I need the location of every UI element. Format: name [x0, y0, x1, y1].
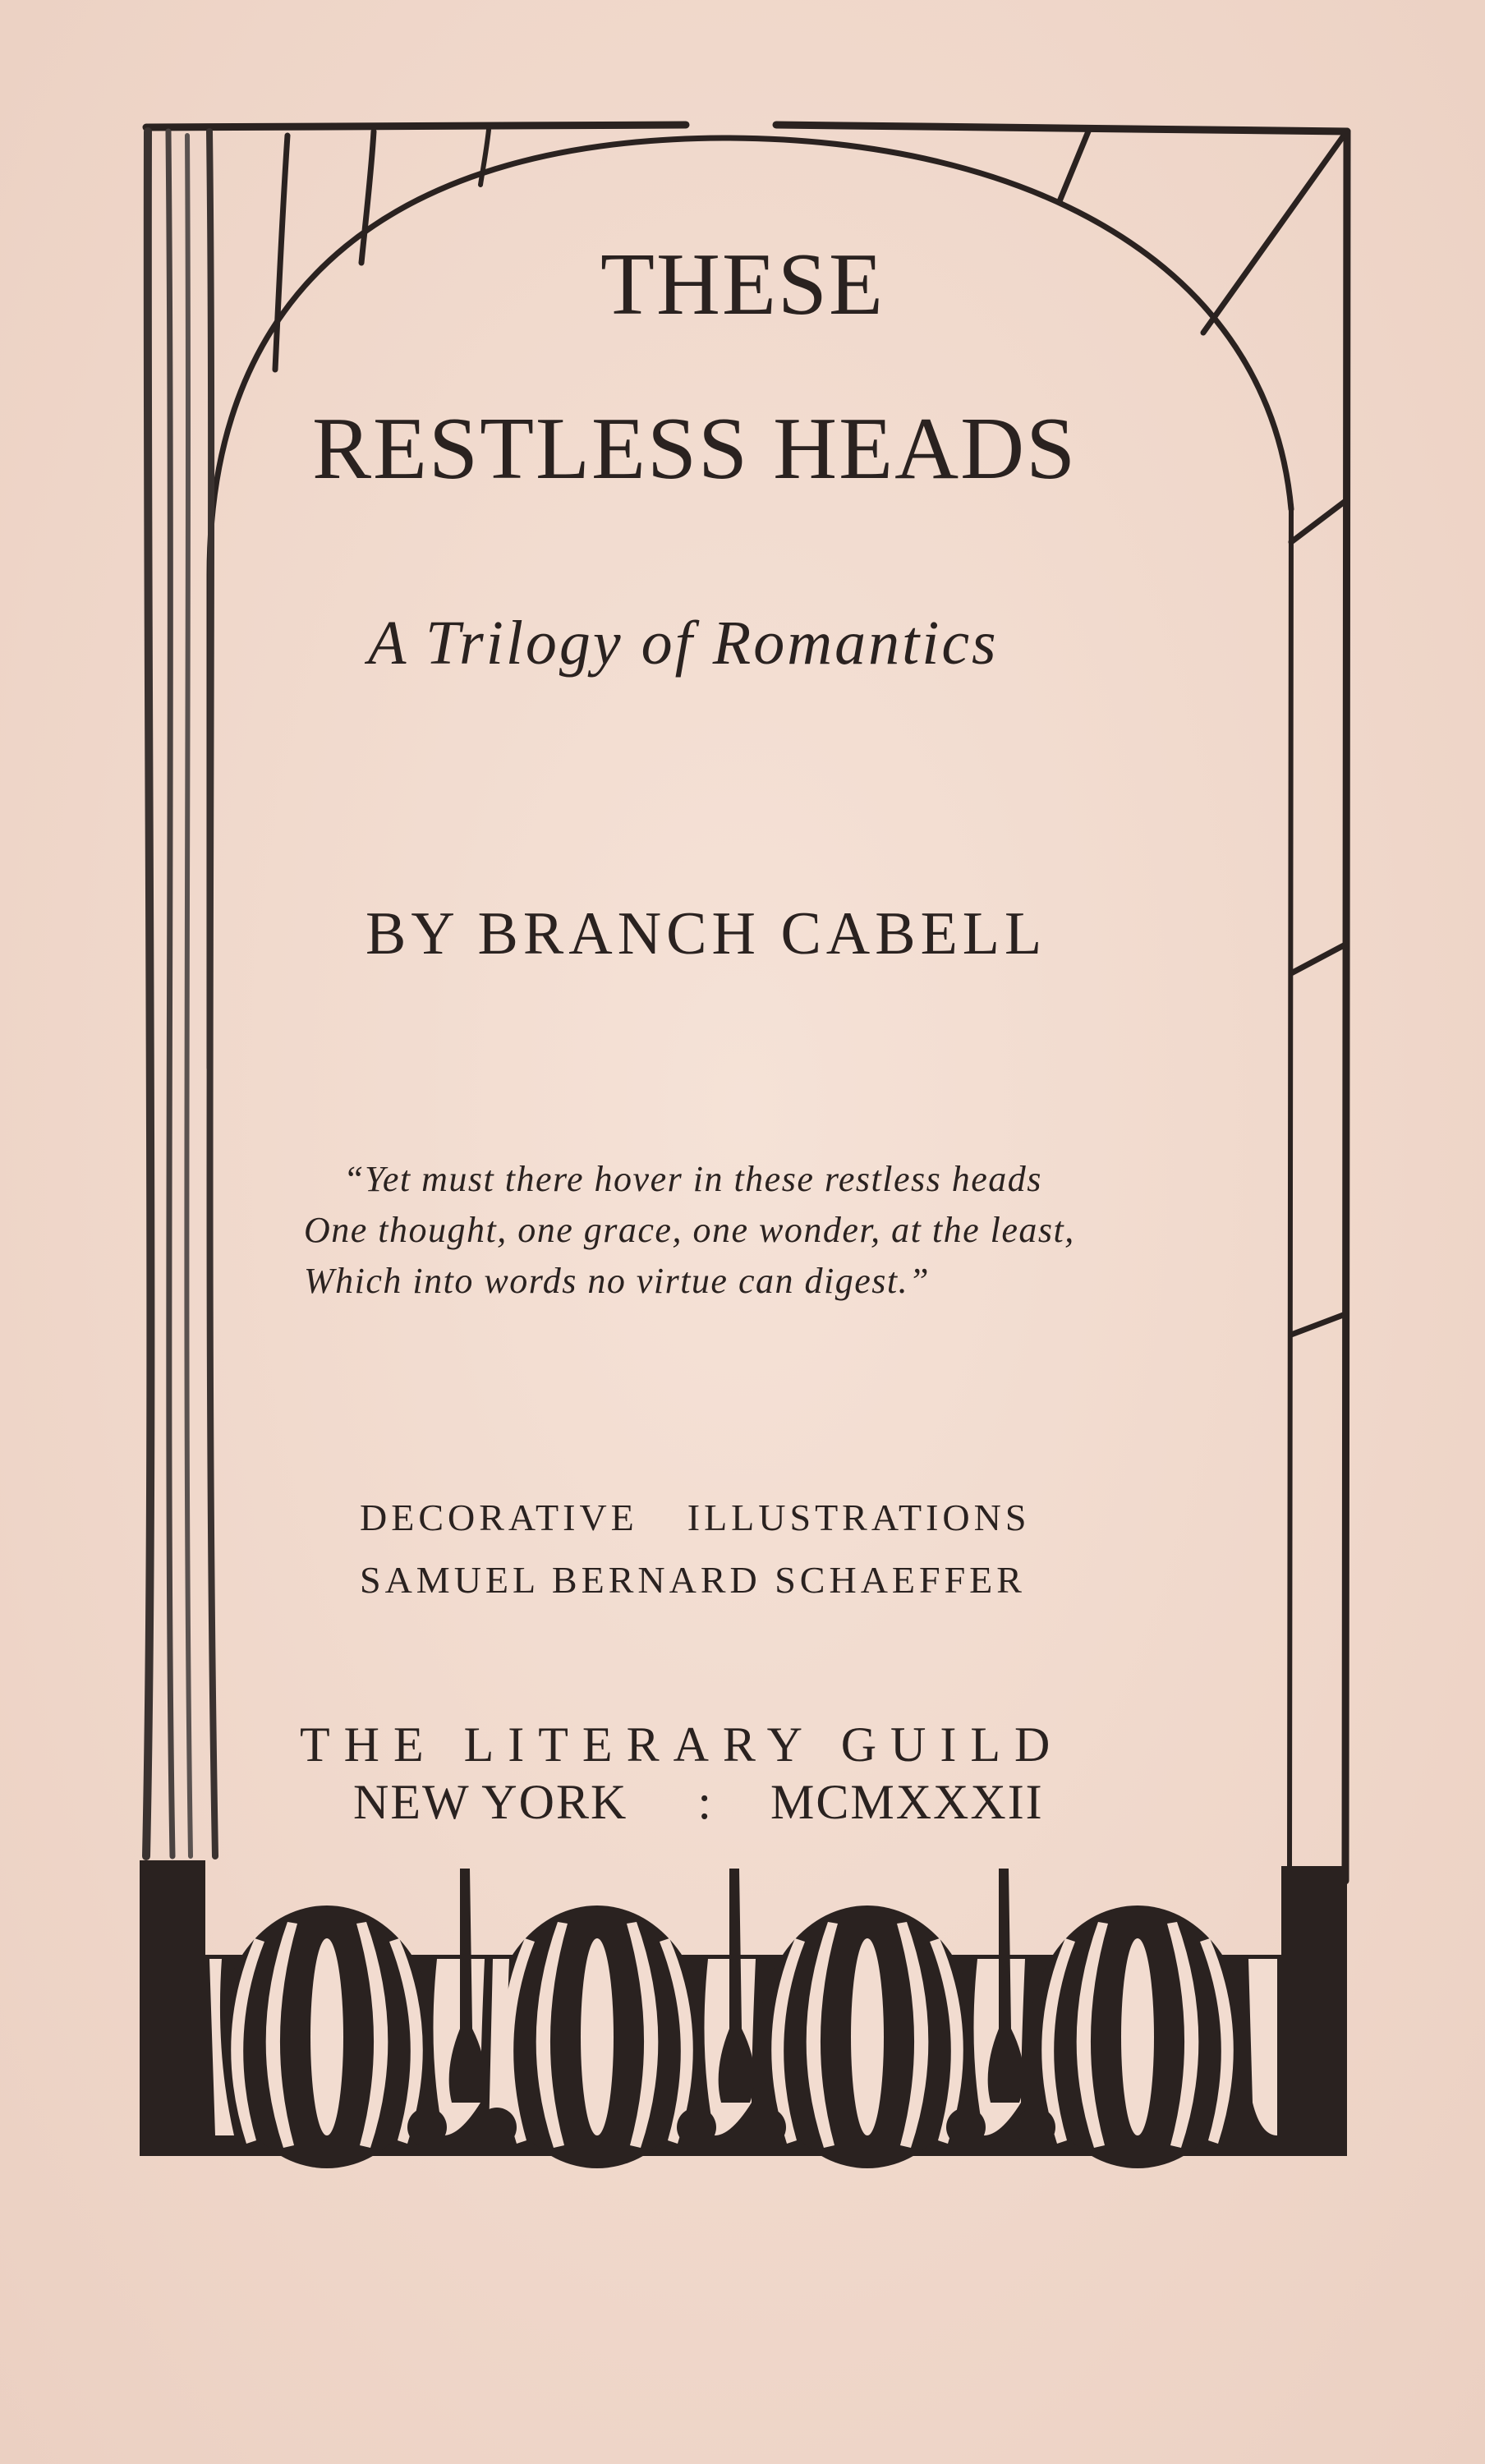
lotus-ornament-4 [1029, 1905, 1246, 2168]
imprint-line [353, 1774, 1044, 1831]
imprint-separator: : [697, 1775, 713, 1829]
lotus-ornament-1 [218, 1905, 435, 2168]
epigraph-line-3: Which into words no virtue can digest.” [304, 1261, 931, 1301]
title-line-1: THESE [600, 236, 885, 333]
frame-right-rule [1345, 131, 1347, 1881]
illustrations-credit [360, 1487, 1030, 1611]
epigraph-line-2: One thought, one grace, one wonder, at the least, [304, 1210, 1075, 1250]
subtitle: A Trilogy of Romantics [368, 609, 999, 678]
author-line: BY BRANCH CABELL [366, 900, 1047, 968]
publisher-name: THE LITERARY GUILD [300, 1717, 1064, 1772]
epigraph [304, 1154, 1075, 1307]
lotus-ornament-2 [489, 1905, 706, 2168]
frame-top-right-rule [776, 125, 1347, 131]
epigraph-line-1: “Yet must there hover in these restless heads [343, 1159, 1042, 1199]
illustrator-name: SAMUEL BERNARD SCHAEFFER [360, 1559, 1026, 1601]
publisher-city: NEW YORK [353, 1775, 628, 1829]
lotus-ornament-3 [759, 1905, 976, 2168]
frame-top-left-rule [146, 125, 686, 127]
frame-inner-right-rule [1290, 505, 1291, 1869]
illustrations-label-2: ILLUSTRATIONS [687, 1496, 1031, 1538]
title-line-2: RESTLESS HEADS [312, 400, 1078, 498]
illustrations-label-1: DECORATIVE [360, 1496, 638, 1538]
publication-year: MCMXXXII [770, 1775, 1044, 1829]
ornament-band [140, 1860, 1347, 2168]
